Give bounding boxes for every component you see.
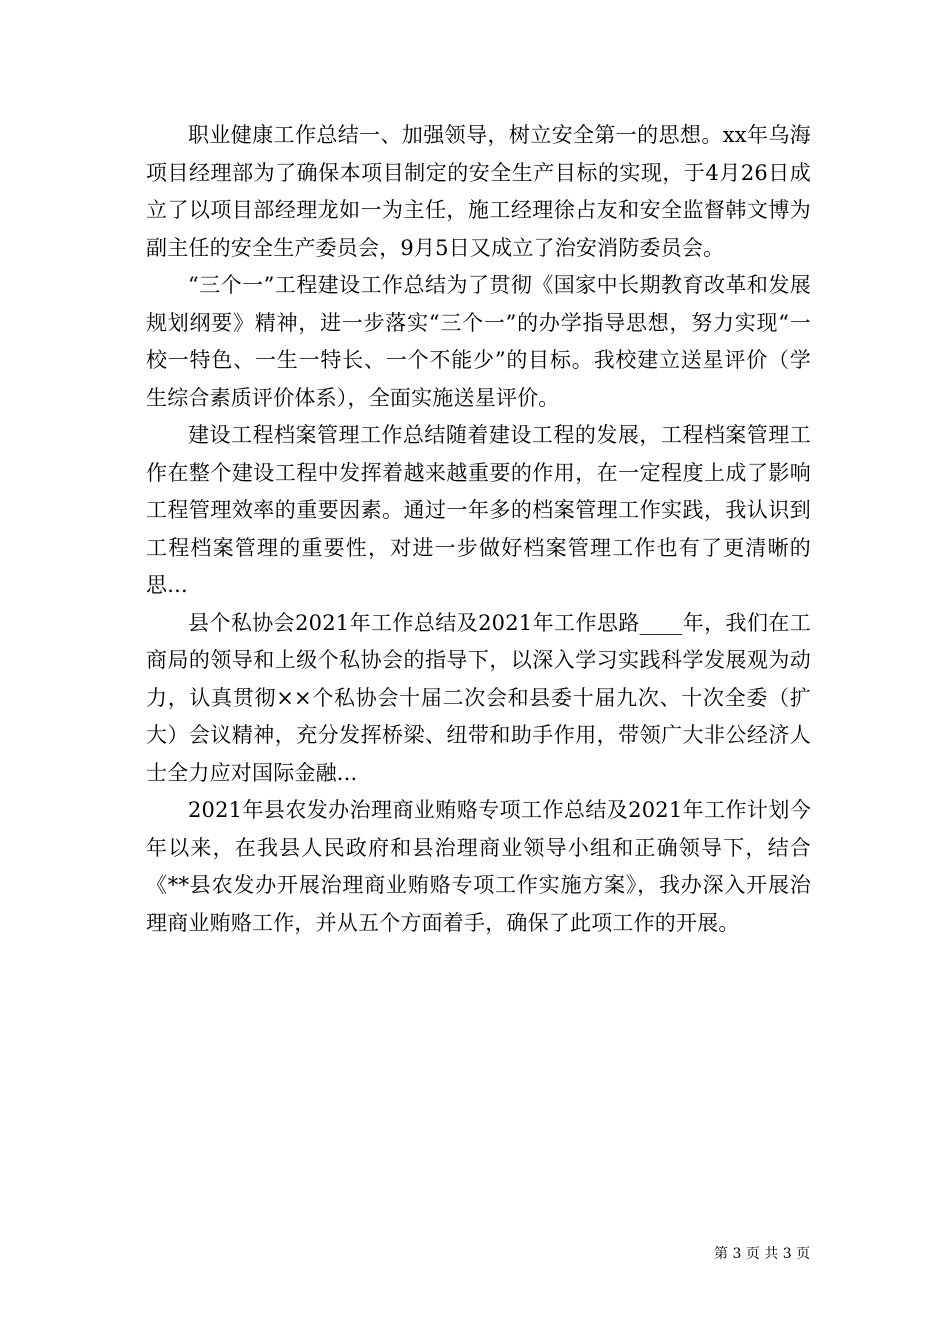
- paragraph-anti-bribery: 2021年县农发办治理商业贿赂专项工作总结及2021年工作计划今年以来，在我县人民政府和县治理商业领导小组和正确领导下，结合《**县农发办开展治理商业贿赂专项工作实施方案》，我办深入开展治理商业贿赂工作，并从五个方面着手，确保了此项工作的开展。: [146, 798, 811, 935]
- paragraph-archive-management: 建设工程档案管理工作总结随着建设工程的发展，工程档案管理工作在整个建设工程中发挥着越来越重要的作用，在一定程度上成了影响工程管理效率的重要因素。通过一年多的档案管理工作实践，我认识到工程档案管理的重要性，对进一步做好档案管理工作也有了更清晰的思...: [146, 423, 811, 597]
- paragraph-three-ones-project: “三个一”工程建设工作总结为了贯彻《国家中长期教育改革和发展规划纲要》精神，进一步落实“三个一”的办学指导思想，努力实现“一校一特色、一生一特长、一个不能少”的目标。我校建立送星评价（学生综合素质评价体系），全面实施送星评价。: [146, 273, 811, 410]
- paragraph-private-association: 县个私协会2021年工作总结及2021年工作思路____年，我们在工商局的领导和上级个私协会的指导下，以深入学习实践科学发展观为动力，认真贯彻××个私协会十届二次会和县委十届九次、十次全委（扩大）会议精神，充分发挥桥梁、纽带和助手作用，带领广大非公经济人士全力应对国际金融...: [146, 610, 811, 785]
- paragraph-occupational-health: 职业健康工作总结一、加强领导，树立安全第一的思想。xx年乌海项目经理部为了确保本项目制定的安全生产目标的实现，于4月26日成立了以项目部经理龙如一为主任，施工经理徐占友和安全监督韩文博为副主任的安全生产委员会，9月5日又成立了治安消防委员会。: [146, 123, 811, 260]
- document-body: [146, 117, 811, 942]
- page-number-footer: 第 3 页 共 3 页: [714, 1246, 811, 1262]
